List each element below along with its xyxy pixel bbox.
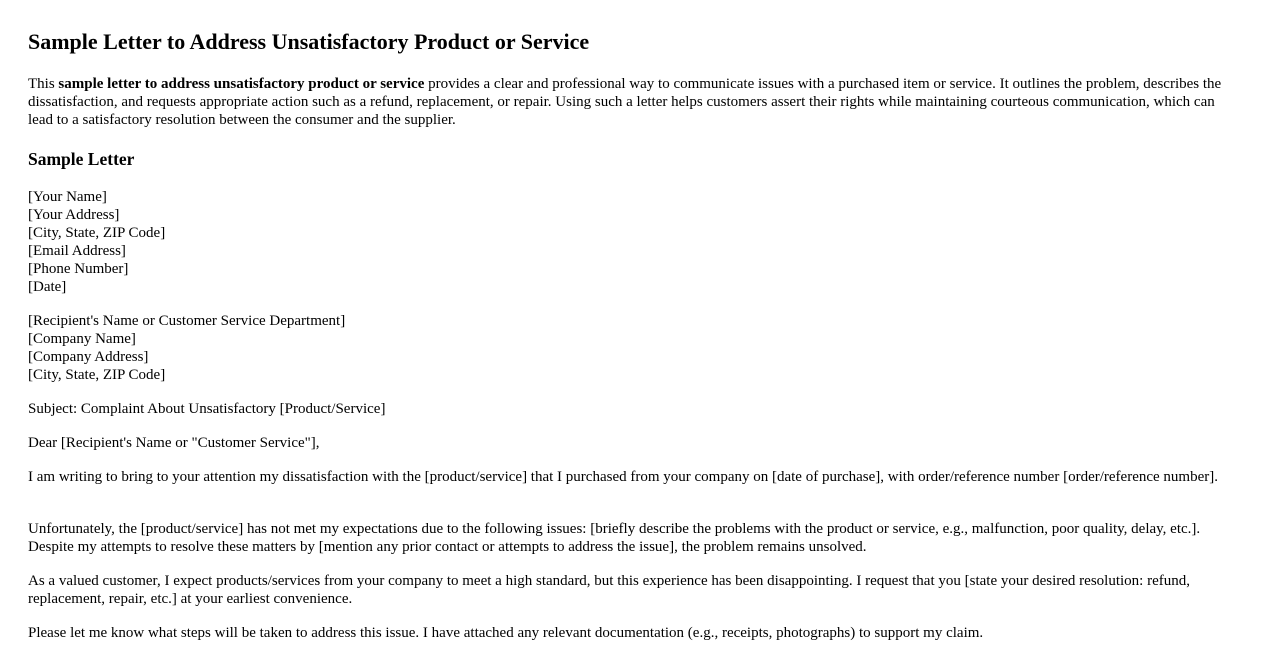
- intro-bold: sample letter to address unsatisfactory product or service: [58, 76, 425, 92]
- section-heading: Sample Letter: [28, 149, 135, 169]
- sender-line: [Email Address]: [28, 243, 126, 259]
- body-paragraph: I am writing to bring to your attention my dissatisfaction with the [product/service] that I purchased from your company on [date of purchase], with order/reference number [order/reference number].: [28, 469, 1218, 485]
- subject-line: Subject: Complaint About Unsatisfactory [Product/Service]: [28, 401, 386, 417]
- sender-block: [28, 188, 1248, 296]
- sender-line: [Phone Number]: [28, 261, 129, 277]
- sender-line: [Your Name]: [28, 189, 107, 205]
- recipient-line: [Recipient's Name or Customer Service Department]: [28, 313, 346, 329]
- recipient-line: [Company Name]: [28, 331, 136, 347]
- recipient-block: [28, 312, 1248, 384]
- page-title: Sample Letter to Address Unsatisfactory Product or Service: [28, 29, 590, 54]
- intro-suffix: provides a clear and professional way to communicate issues with a purchased item or service. It outlines the problem, describes the dissatisfaction, and requests appropriate action such as a refund, replacement, or repair. Using such a letter helps customers assert their rights while maintaining courteous communication, which can lead to a satisfactory resolution between the consumer and the supplier.: [28, 76, 1222, 128]
- sender-line: [Your Address]: [28, 207, 120, 223]
- sender-line: [City, State, ZIP Code]: [28, 225, 166, 241]
- recipient-line: [Company Address]: [28, 349, 149, 365]
- sender-line: [Date]: [28, 279, 67, 295]
- salutation: Dear [Recipient's Name or "Customer Service"],: [28, 435, 320, 451]
- body-paragraph: Unfortunately, the [product/service] has not met my expectations due to the following issues: [briefly describe the problems with the product or service, e.g., malfunction, poor quality, delay, etc.]. Despite my attempts to resolve these matters by [mention any prior contact or attempts to address the issue], the problem remains unsolved.: [28, 521, 1201, 555]
- recipient-line: [City, State, ZIP Code]: [28, 367, 166, 383]
- intro-prefix: This: [28, 76, 59, 92]
- body-paragraph: As a valued customer, I expect products/services from your company to meet a high standard, but this experience has been disappointing. I request that you [state your desired resolution: refund, replacement, repair, etc.] at your earliest convenience.: [28, 573, 1190, 607]
- body-paragraph: Please let me know what steps will be taken to address this issue. I have attached any relevant documentation (e.g., receipts, photographs) to support my claim.: [28, 625, 984, 641]
- intro-paragraph: [28, 75, 1243, 129]
